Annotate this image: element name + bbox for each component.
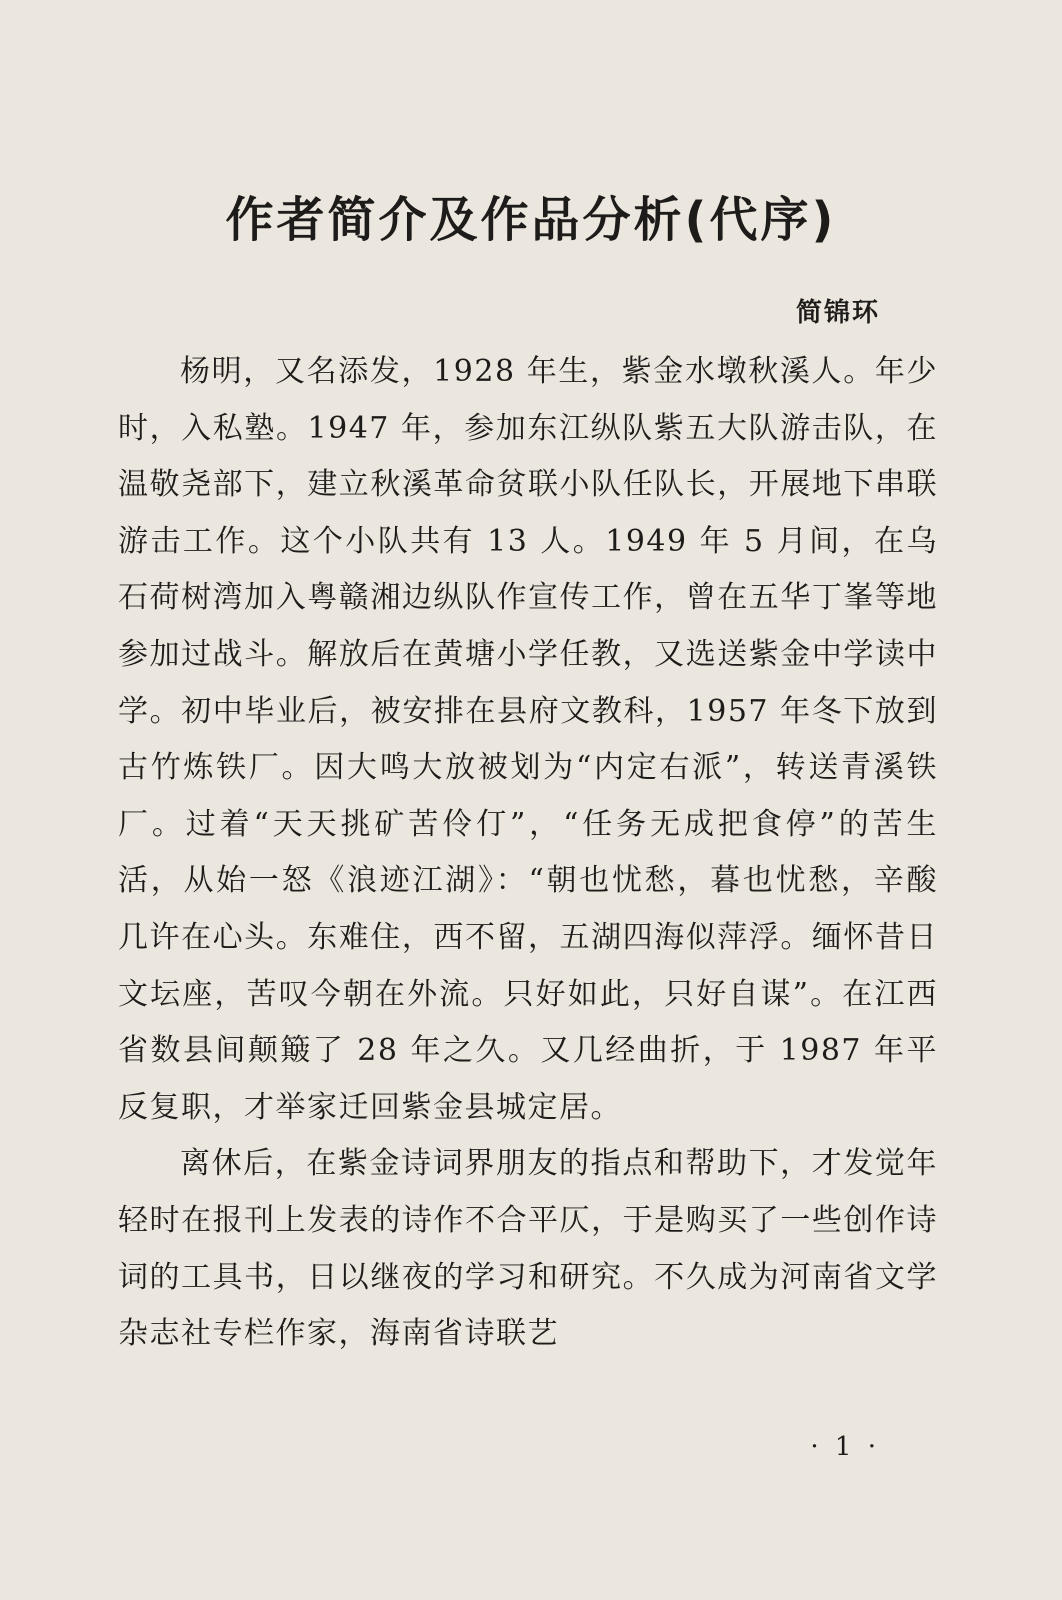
- page-title: 作者简介及作品分析(代序): [225, 192, 837, 248]
- body-text: [118, 344, 938, 1363]
- paragraph-2: 离休后，在紫金诗词界朋友的指点和帮助下，才发觉年轻时在报刊上发表的诗作不合平仄，于是购买了一些创作诗词的工具书，日以继夜的学习和研究。不久成为河南省文学杂志社专栏作家，海南省诗联艺: [118, 1146, 938, 1352]
- paragraph-1: 杨明，又名添发，1928 年生，紫金水墩秋溪人。年少时，入私塾。1947 年，参加东江纵队紫五大队游击队，在温敬尧部下，建立秋溪革命贫联小队任队长，开展地下串联游击工作。这个小队共有 13 人。1949 年 5 月间，在乌石荷树湾加入粤赣湘边纵队作宣传工作，曾在五华丁峯等地参加过战斗。解放后在黄塘小学任教，又选送紫金中学读中学。初中毕业后，被安排在县府文教科，1957 年冬下放到古竹炼铁厂。因大鸣大放被划为“内定右派”，转送青溪铁厂。过着“天天挑矿苦伶仃”，“任务无成把食停”的苦生活，从始一怒《浪迹江湖》：“朝也忧愁，暮也忧愁，辛酸几许在心头。东难住，西不留，五湖四海似萍浮。缅怀昔日文坛座，苦叹今朝在外流。只好如此，只好自谋”。在江西省数县间颠簸了 28 年之久。又几经曲折，于 1987 年平反复职，才举家迁回紫金县城定居。: [118, 354, 938, 1125]
- page-number: · 1 ·: [810, 1432, 880, 1462]
- author-name: 简锦环: [795, 298, 880, 328]
